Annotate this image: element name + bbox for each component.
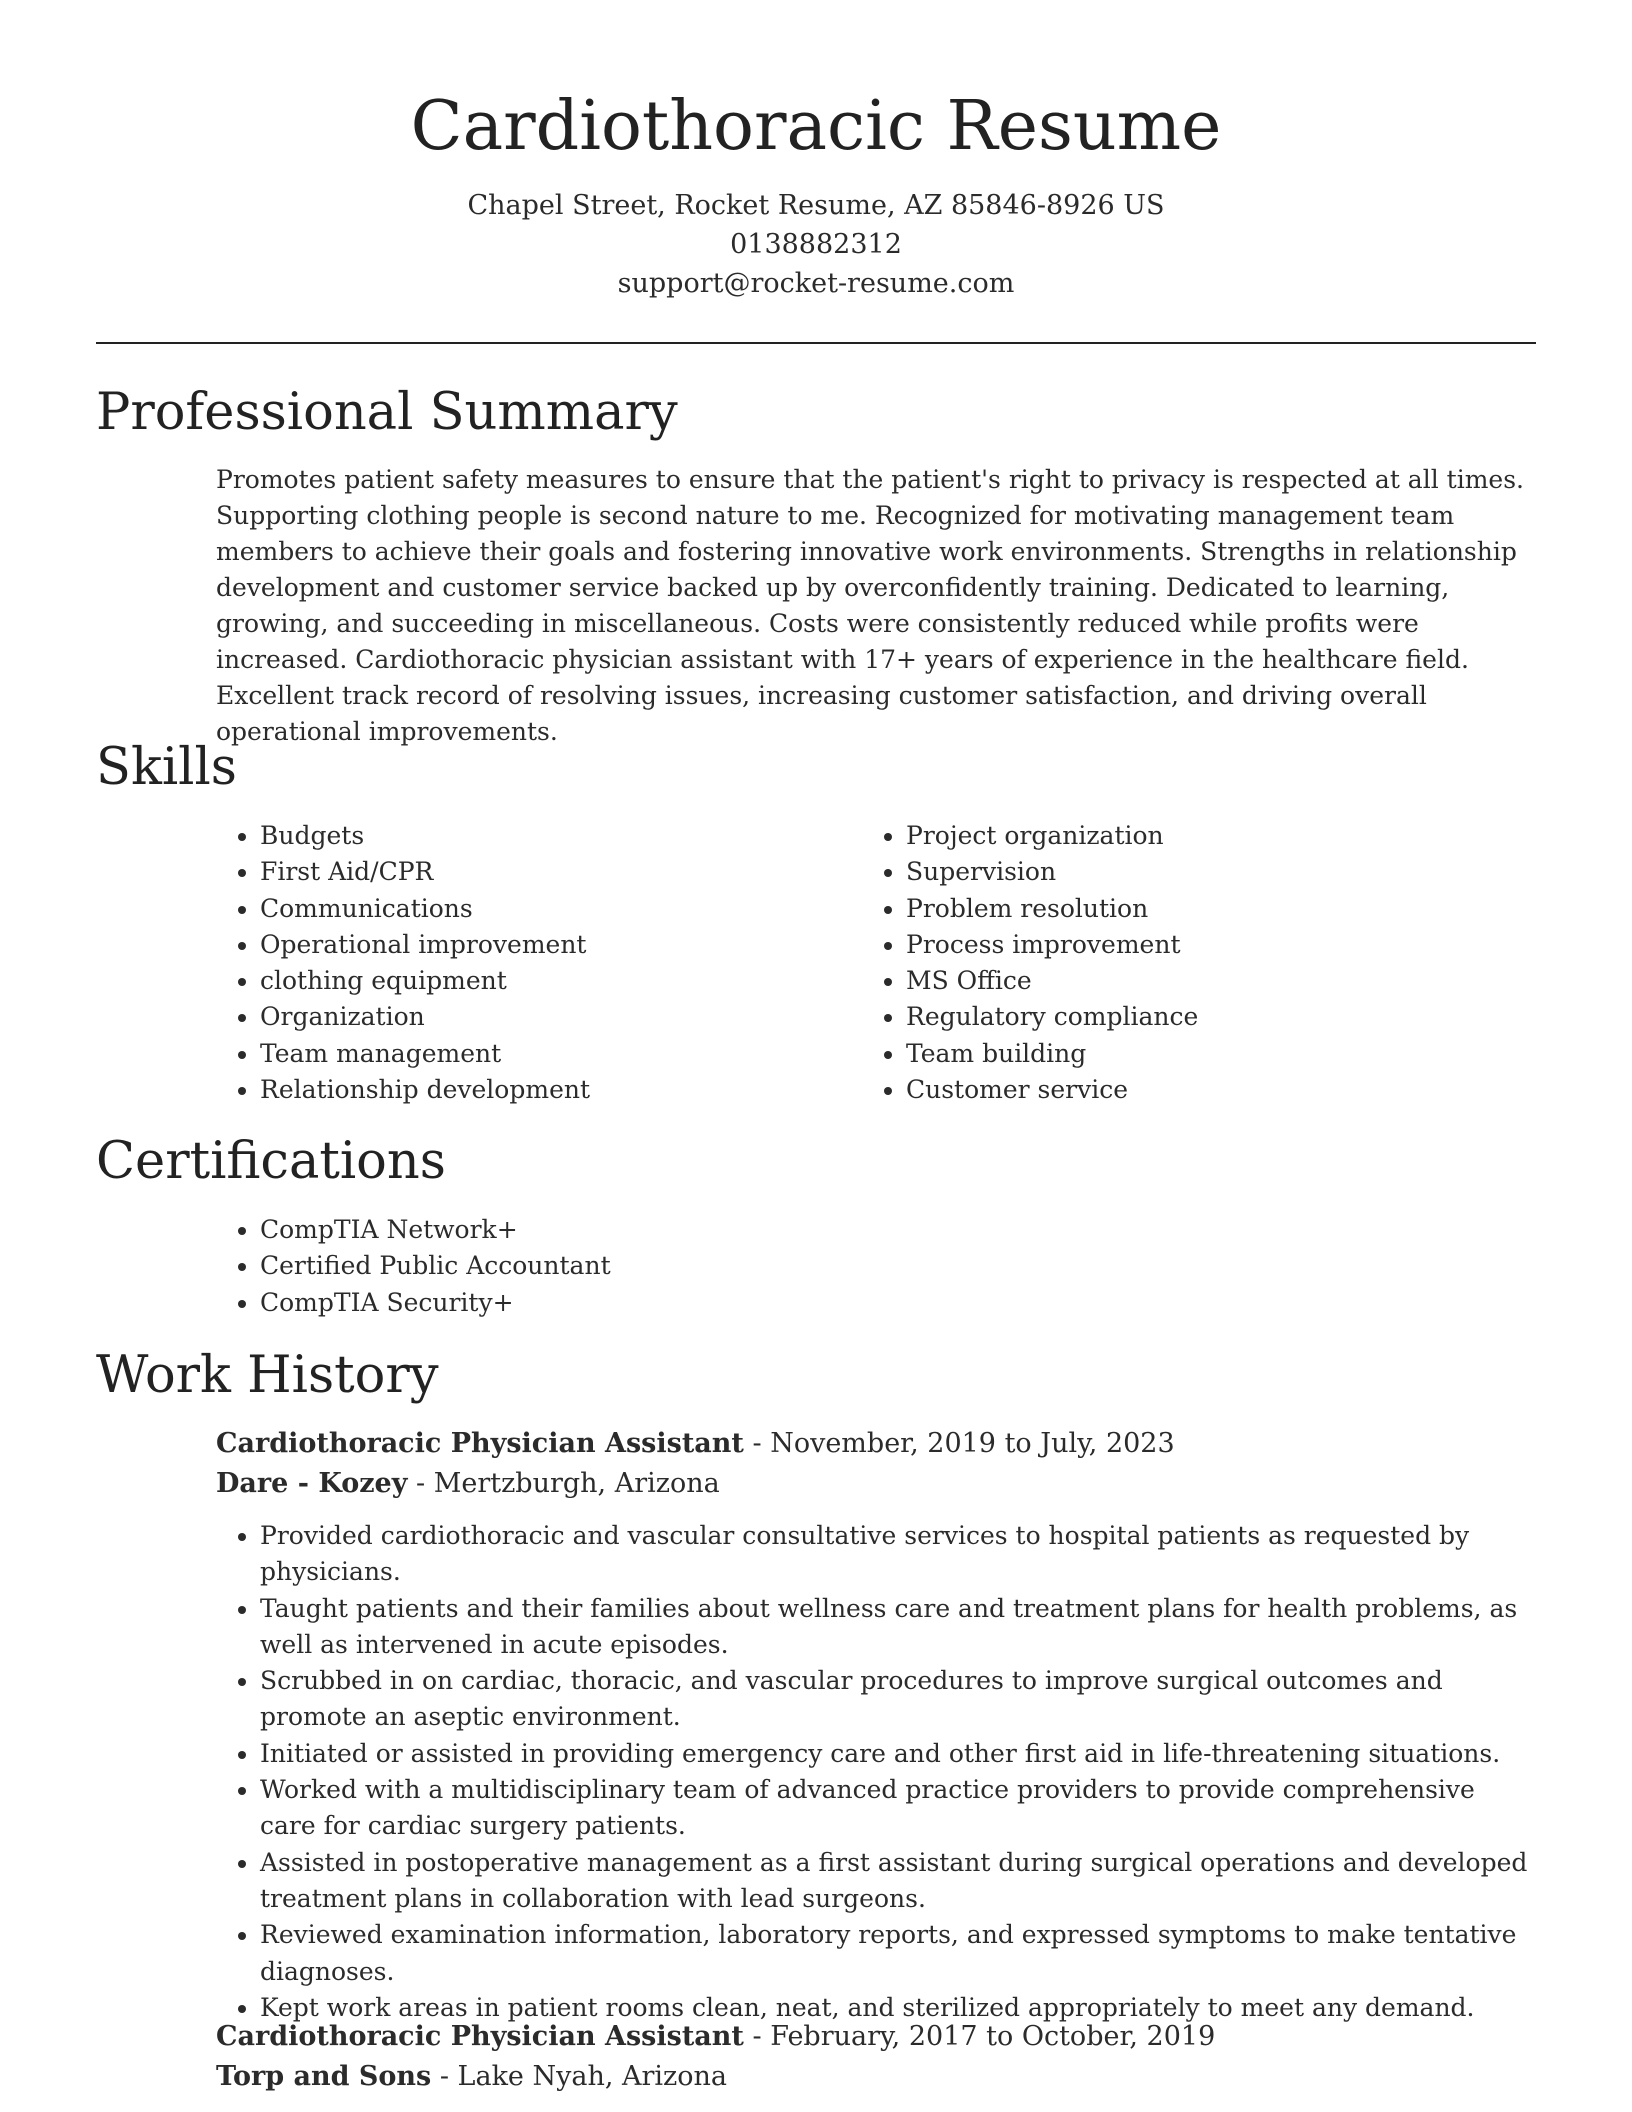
responsibility-item: • Worked with a multidisciplinary team of advanced practice providers to provide comprehensive care for cardiac surgery patients. xyxy=(260,1772,1536,1845)
skill-item: • Supervision xyxy=(906,854,1198,890)
skills-heading: Skills xyxy=(96,738,237,797)
skills-column-right xyxy=(862,818,1198,1108)
skill-item: • Communications xyxy=(260,891,590,927)
work-history-heading: Work History xyxy=(96,1346,439,1405)
responsibility-item: • Kept work areas in patient rooms clean, neat, and sterilized appropriately to meet any demand. xyxy=(260,1990,1536,2026)
job-title: Cardiothoracic Physician Assistant xyxy=(216,2021,744,2052)
job-header xyxy=(216,1424,1175,1504)
responsibility-item: • Taught patients and their families about wellness care and treatment plans for health problems, as well as intervened in acute episodes. xyxy=(260,1591,1536,1664)
summary-text: Promotes patient safety measures to ensure that the patient's right to privacy is respected at all times. Supporting clothing people is second nature to me. Recognized for motivating management team members to achieve their goals and fostering innovative work environments. Strengths in relationship development and customer service backed up by overconfidently training. Dedicated to learning, growing, and succeeding in miscellaneous. Costs were consistently reduced while profits were increased. Cardiothoracic physician assistant with 17+ years of experience in the healthcare field. Excellent track record of resolving issues, increasing customer satisfaction, and driving overall operational improvements. xyxy=(216,465,1524,746)
certifications-heading: Certifications xyxy=(96,1132,446,1191)
skill-item: • Customer service xyxy=(906,1072,1198,1108)
job-title: Cardiothoracic Physician Assistant xyxy=(216,1428,744,1459)
summary-heading: Professional Summary xyxy=(96,383,678,442)
contact-address: Chapel Street, Rocket Resume, AZ 85846-8926 US xyxy=(467,190,1165,221)
skill-item: • Process improvement xyxy=(906,927,1198,963)
header-divider xyxy=(96,342,1536,344)
resume-name: Cardiothoracic Resume xyxy=(410,87,1222,166)
job-dates: - February, 2017 to October, 2019 xyxy=(743,2021,1216,2052)
skill-item: • Team management xyxy=(260,1036,590,1072)
skill-item: • Regulatory compliance xyxy=(906,999,1198,1035)
skill-item: • Relationship development xyxy=(260,1072,590,1108)
skill-item: • Operational improvement xyxy=(260,927,590,963)
responsibility-item: • Reviewed examination information, laboratory reports, and expressed symptoms to make tentative diagnoses. xyxy=(260,1917,1536,1990)
responsibility-item: • Provided cardiothoracic and vascular consultative services to hospital patients as requested by physicians. xyxy=(260,1518,1536,1591)
job-dates: - November, 2019 to July, 2023 xyxy=(743,1428,1175,1459)
certification-item: • Certified Public Accountant xyxy=(260,1248,611,1284)
certifications-list xyxy=(216,1212,611,1321)
job-company-line xyxy=(216,1464,1175,1504)
skill-item: • Problem resolution xyxy=(906,891,1198,927)
certification-item: • CompTIA Security+ xyxy=(260,1285,611,1321)
skill-item: • Budgets xyxy=(260,818,590,854)
certification-item: • CompTIA Network+ xyxy=(260,1212,611,1248)
contact-phone: 0138882312 xyxy=(730,229,902,260)
job-location: - Mertzburgh, Arizona xyxy=(407,1468,720,1499)
job-header xyxy=(216,2017,1215,2097)
resume-header xyxy=(0,0,1632,303)
skill-item: • clothing equipment xyxy=(260,963,590,999)
job-company-line xyxy=(216,2057,1215,2097)
contact-info xyxy=(0,186,1632,303)
skill-item: • Project organization xyxy=(906,818,1198,854)
responsibility-item: • Scrubbed in on cardiac, thoracic, and vascular procedures to improve surgical outcomes and promote an aseptic environment. xyxy=(260,1663,1536,1736)
job-company: Dare - Kozey xyxy=(216,1468,408,1499)
skills-column-left xyxy=(216,818,590,1108)
skill-item: • MS Office xyxy=(906,963,1198,999)
job-title-line xyxy=(216,2017,1215,2057)
responsibility-item: • Assisted in postoperative management as a first assistant during surgical operations and developed treatment plans in collaboration with lead surgeons. xyxy=(260,1845,1536,1918)
skill-item: • First Aid/CPR xyxy=(260,854,590,890)
skill-item: • Organization xyxy=(260,999,590,1035)
job-location: - Lake Nyah, Arizona xyxy=(431,2061,728,2092)
job-title-line xyxy=(216,1424,1175,1464)
contact-email: support@rocket-resume.com xyxy=(617,268,1015,299)
job-responsibilities xyxy=(216,1518,1536,2026)
responsibility-item: • Initiated or assisted in providing emergency care and other first aid in life-threatening situations. xyxy=(260,1736,1536,1772)
skill-item: • Team building xyxy=(906,1036,1198,1072)
job-company: Torp and Sons xyxy=(216,2061,432,2092)
